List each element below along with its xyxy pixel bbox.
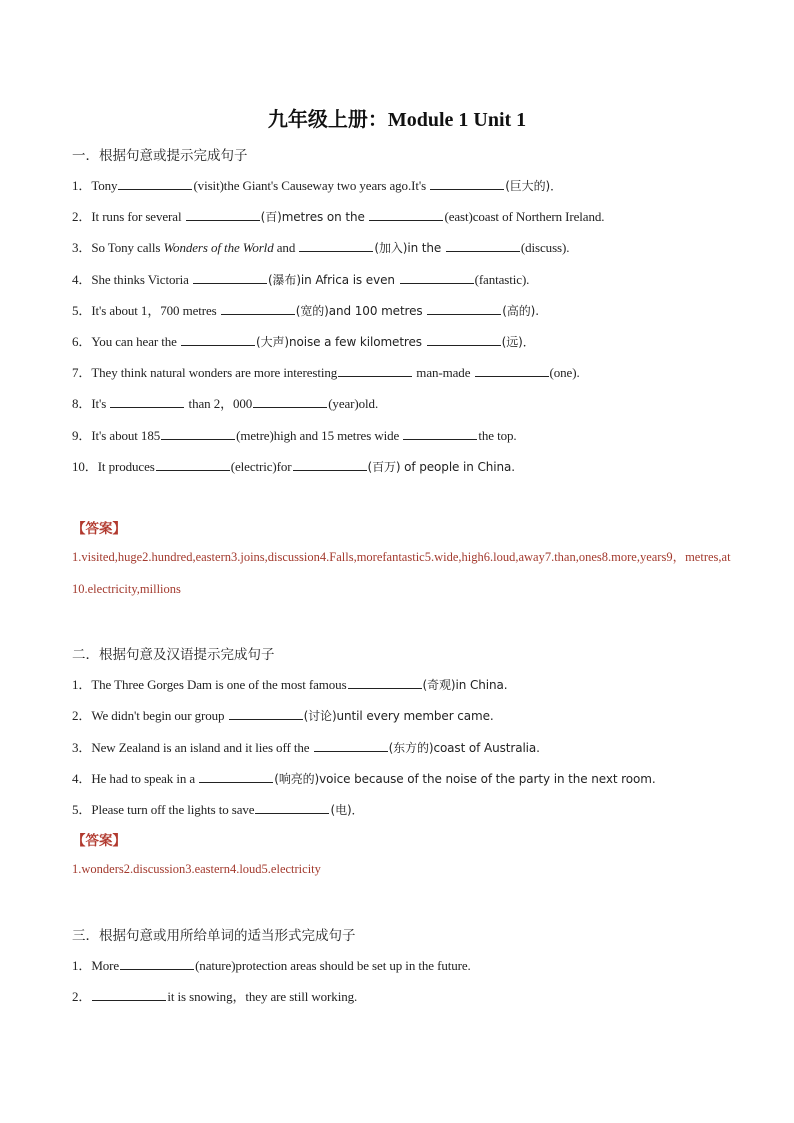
answer-blank[interactable] xyxy=(92,990,166,1001)
answer-blank[interactable] xyxy=(338,366,412,377)
answer-blank[interactable] xyxy=(181,335,255,346)
section-3-heading: 三．根据句意或用所给单词的适当形式完成句子 xyxy=(72,928,356,944)
exercise-line: 7．They think natural wonders are more interesting man-made (one). xyxy=(72,365,580,380)
answer-blank[interactable] xyxy=(199,772,273,783)
answer-blank[interactable] xyxy=(161,429,235,440)
answer-blank[interactable] xyxy=(475,366,549,377)
exercise-line: 4．She thinks Victoria (瀑布)in Africa is even (fantastic). xyxy=(72,272,530,287)
answer-blank[interactable] xyxy=(186,210,260,221)
answer-blank[interactable] xyxy=(314,741,388,752)
exercise-line: 2．It runs for several (百)metres on the (east)coast of Northern Ireland. xyxy=(72,209,605,224)
answer-blank[interactable] xyxy=(118,179,192,190)
answer-label: 【答案】 xyxy=(72,833,126,849)
exercise-line: 2． it is snowing，they are still working. xyxy=(72,989,358,1004)
answer-blank[interactable] xyxy=(293,460,367,471)
exercise-line: 8．It's than 2，000 (year)old. xyxy=(72,396,379,411)
exercise-line: 4．He had to speak in a (响亮的)voice because of the noise of the party in the next room. xyxy=(72,771,656,786)
answer-blank[interactable] xyxy=(221,304,295,315)
answer-blank[interactable] xyxy=(156,460,230,471)
exercise-line: 1．Tony (visit)the Giant's Causeway two years ago.It's (巨大的)． xyxy=(72,178,562,193)
page-title: 九年级上册：Module 1 Unit 1 xyxy=(267,109,527,131)
answer-text: 1.visited,huge2.hundred,eastern3.joins,discussion4.Falls,morefantastic5.wide,high6.loud,away7.than,ones8.more,years9，metres,at10.electricity,millions xyxy=(72,550,731,596)
answer-blank[interactable] xyxy=(427,304,501,315)
exercise-line: 2．We didn't begin our group (讨论)until every member came. xyxy=(72,708,494,723)
exercise-line: 5．It's about 1，700 metres (宽的)and 100 metres (高的). xyxy=(72,303,539,318)
answer-blank[interactable] xyxy=(120,959,194,970)
answer-blank[interactable] xyxy=(348,678,422,689)
section-1-heading: 一．根据句意或提示完成句子 xyxy=(72,148,248,164)
answer-blank[interactable] xyxy=(369,210,443,221)
answer-blank[interactable] xyxy=(427,335,501,346)
answer-blank[interactable] xyxy=(446,241,520,252)
answer-blank[interactable] xyxy=(229,709,303,720)
exercise-line: 3．New Zealand is an island and it lies off the (东方的)coast of Australia. xyxy=(72,740,540,755)
answer-blank[interactable] xyxy=(255,803,329,814)
exercise-line: 10．It produces (electric)for (百万) of people in China. xyxy=(72,459,515,474)
answer-blank[interactable] xyxy=(400,273,474,284)
answer-blank[interactable] xyxy=(430,179,504,190)
exercise-line: 6．You can hear the (大声)noise a few kilometres (远)． xyxy=(72,334,535,349)
answer-blank[interactable] xyxy=(253,397,327,408)
answer-label: 【答案】 xyxy=(72,521,126,537)
section-2-heading: 二．根据句意及汉语提示完成句子 xyxy=(72,647,275,663)
answer-blank[interactable] xyxy=(110,397,184,408)
answer-blank[interactable] xyxy=(193,273,267,284)
exercise-line: 9．It's about 185 (metre)high and 15 metres wide the top. xyxy=(72,428,517,443)
exercise-line: 1．The Three Gorges Dam is one of the most famous (奇观)in China. xyxy=(72,677,508,692)
exercise-line: 1．More (nature)protection areas should be set up in the future. xyxy=(72,958,471,973)
exercise-line: 3．So Tony calls Wonders of the World and (加入)in the (discuss). xyxy=(72,240,570,255)
exercise-line: 5．Please turn off the lights to save (电)． xyxy=(72,802,364,817)
answer-blank[interactable] xyxy=(403,429,477,440)
answer-text: 1.wonders2.discussion3.eastern4.loud5.electricity xyxy=(72,862,321,876)
answer-blank[interactable] xyxy=(299,241,373,252)
